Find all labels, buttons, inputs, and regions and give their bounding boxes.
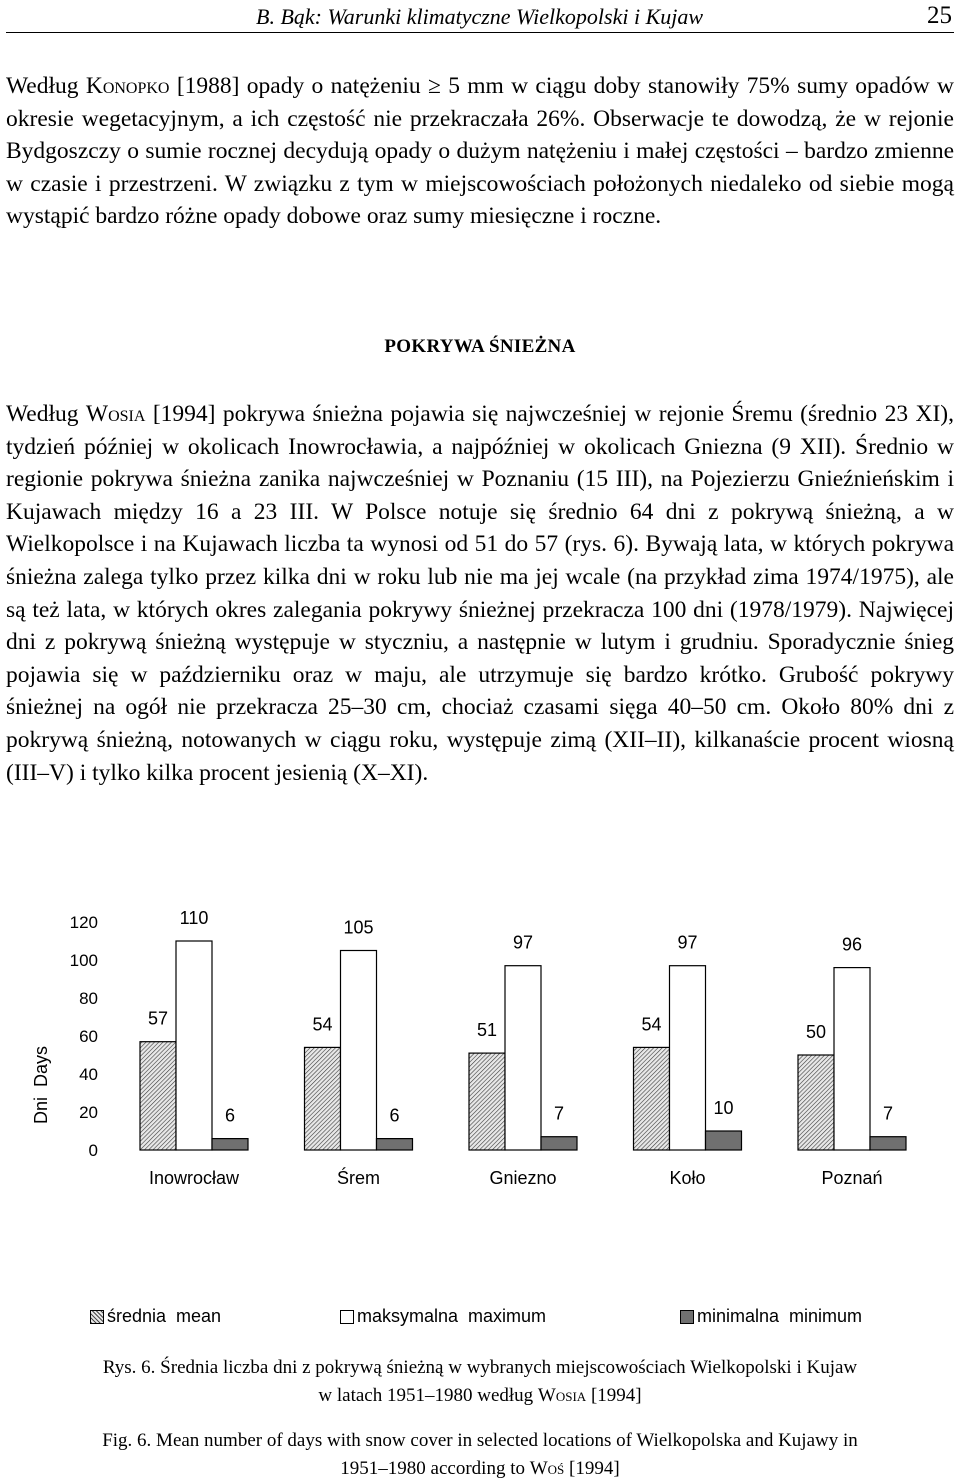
y-axis-label: Dni Days	[31, 1045, 51, 1125]
x-tick-label: Śrem	[336, 1168, 381, 1188]
bar-max	[505, 966, 541, 1150]
caption-pl-line2	[0, 1382, 960, 1410]
data-label: 7	[553, 1103, 565, 1124]
paragraph-body: opady o natężeniu ≥ 5 mm w ciągu doby stanowiły 75% sumy opadów w okresie wegetacyjnym, a ich częstość nie przekraczała 26%. Obserwacje te dowodzą, że w rejonie Bydgoszczy o sumie rocznej decydują opady o dużym natężeniu i małej częstości – bardzo zmienne w czasie i przestrzeni. W związku z tym w miejscowościach położonych niedaleko od siebie mogą wystąpić bardzo różne opady dobowe oraz sumy miesięczne i roczne.	[6, 73, 955, 230]
data-label: 10	[713, 1098, 734, 1118]
bar-min	[377, 1139, 413, 1150]
figure-caption-english	[0, 1427, 960, 1483]
bar-min	[870, 1137, 906, 1150]
bar-mean	[634, 1047, 670, 1150]
paragraph-snow-cover	[6, 398, 954, 789]
data-label: 110	[179, 908, 209, 928]
data-label: 50	[805, 1022, 827, 1042]
snow-cover-chart	[0, 895, 960, 1255]
data-label: 54	[312, 1014, 333, 1035]
caption-pl-line2-text: w latach 1951–1980 według	[318, 1385, 538, 1406]
bar-max	[341, 951, 377, 1151]
y-tick-label: 0	[88, 1141, 98, 1160]
legend-label-mean: średnia mean	[107, 1306, 222, 1326]
bar-max	[834, 968, 870, 1150]
bar-mean	[798, 1055, 834, 1150]
y-tick-label: 20	[79, 1103, 98, 1122]
paragraph-lead: Według	[6, 401, 86, 427]
chart-marks	[70, 908, 906, 1188]
x-tick-label: Poznań	[821, 1168, 883, 1188]
data-label: 96	[841, 934, 863, 955]
bar-mean	[469, 1053, 505, 1150]
legend-item-min	[680, 1306, 862, 1327]
bar-min	[212, 1139, 248, 1150]
legend-swatch-mean	[90, 1310, 104, 1324]
data-label: 7	[882, 1103, 894, 1124]
bar-max	[176, 941, 212, 1150]
paragraph-body: [1994] pokrywa śnieżna pojawia się najwcześniej w rejonie Śremu (średnio 23 XI), tydzień później w okolicach Inowrocławia, a najpóźniej w okolicach Gniezna (9 XII). Średnio w regionie pokrywa śnieżna zanika najwcześniej w Poznaniu (15 III), na Pojezierzu Gnieźnieńskim i Kujawach między 16 a 23 III. W Polsce notuje się średnio 64 dni z pokrywą śnieżną, a w Wielkopolsce i na Kujawach liczba ta wynosi od 51 do 57 (rys. 6). Bywają lata, w których pokrywa śnieżna zalega tylko przez kilka dni w roku lub nie ma jej wcale (na przykład zima 1974/1975), ale są też lata, w których okres zalegania pokrywy śnieżnej przekracza 100 dni (1978/1979). Najwięcej dni z pokrywą śnieżną występuje w styczniu, a następnie w lutym i grudniu. Sporadycznie śnieg pojawia się w październiku oraz w maju, ale utrzymuje się bardzo krótko. Grubość pokrywy śnieżnej na ogół nie przekracza 25–30 cm, chociaż czasami sięga 40–50 cm. Około 80% dni z pokrywą śnieżną, notowanych w ciągu roku, występuje zimą (XII–II), kilkanaście procent wiosną (III–V) i tylko kilka procent jesienią (X–XI).	[6, 401, 954, 786]
citation-year: [1988]	[169, 73, 240, 99]
data-label: 6	[389, 1105, 400, 1126]
figure-caption-polish	[0, 1354, 960, 1410]
caption-en-year: [1994]	[564, 1458, 620, 1479]
data-label: 54	[641, 1014, 662, 1035]
bar-max	[670, 966, 706, 1150]
data-label: 97	[677, 932, 698, 953]
y-tick-label: 60	[79, 1027, 98, 1046]
x-tick-label: Inowrocław	[148, 1168, 240, 1188]
data-label: 105	[343, 917, 374, 938]
chart-legend	[90, 1306, 960, 1330]
section-heading: POKRYWA ŚNIEŻNA	[384, 336, 576, 357]
bar-mean	[305, 1047, 341, 1150]
running-header-title: B. Bąk: Warunki klimatyczne Wielkopolski i Kujaw	[256, 4, 704, 29]
author-citation: Konopko	[85, 73, 170, 99]
data-label: 97	[512, 932, 534, 953]
bar-min	[706, 1131, 742, 1150]
data-label: 6	[224, 1105, 236, 1126]
paragraph-lead: Według	[6, 73, 86, 99]
legend-label-min: minimalna minimum	[697, 1306, 863, 1326]
y-tick-label: 40	[79, 1065, 98, 1084]
data-label: 57	[147, 1008, 169, 1029]
x-tick-label: Gniezno	[489, 1168, 557, 1188]
legend-label-max: maksymalna maximum	[357, 1306, 547, 1326]
legend-swatch-min	[680, 1310, 694, 1324]
y-tick-label: 100	[69, 951, 98, 970]
page-number: 25	[927, 2, 952, 29]
caption-en-line2	[0, 1455, 960, 1483]
caption-pl-year: [1994]	[586, 1385, 642, 1406]
legend-swatch-max	[340, 1310, 354, 1324]
caption-en-line1: Fig. 6. Mean number of days with snow cover in selected locations of Wielkopolska and Kujawy in	[102, 1430, 858, 1451]
chart-svg	[0, 895, 960, 1255]
paragraph-precipitation	[6, 70, 954, 233]
data-label: 51	[476, 1020, 498, 1041]
legend-item-mean	[90, 1306, 221, 1327]
y-tick-label: 120	[69, 913, 98, 932]
running-header	[6, 2, 954, 33]
caption-pl-line1: Rys. 6. Średnia liczba dni z pokrywą śnieżną w wybranych miejscowościach Wielkopolski i Kujaw	[102, 1357, 858, 1378]
bar-mean	[140, 1042, 176, 1150]
caption-pl-author: Wosia	[537, 1385, 587, 1406]
x-tick-label: Koło	[669, 1168, 706, 1188]
legend-item-max	[340, 1306, 546, 1327]
caption-en-line2-text: 1951–1980 according to	[340, 1458, 530, 1479]
caption-en-author: Woś	[529, 1458, 565, 1479]
author-citation: Wosia	[85, 401, 146, 427]
y-tick-label: 80	[79, 989, 98, 1008]
bar-min	[541, 1137, 577, 1150]
